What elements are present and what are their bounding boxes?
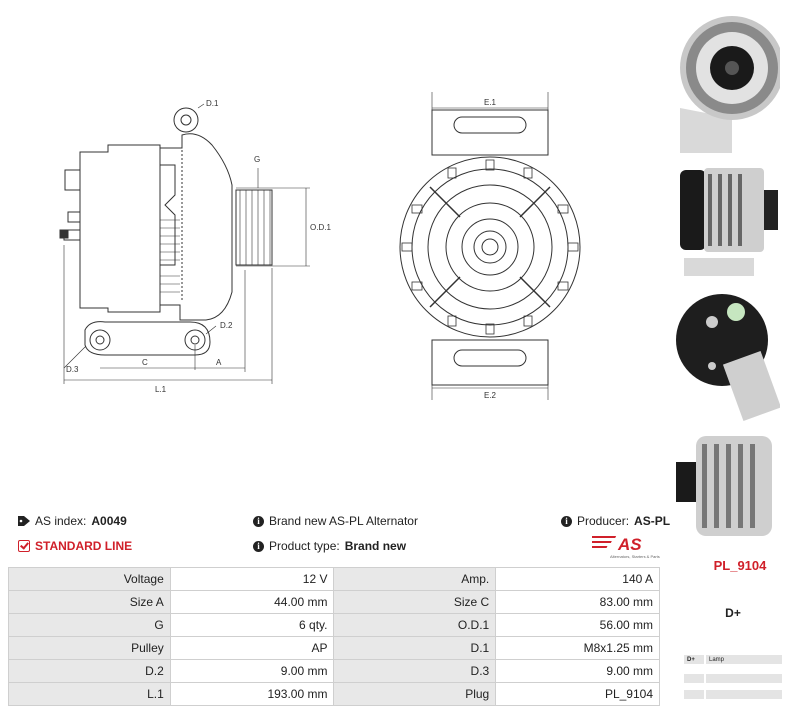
plug-code[interactable]: PL_9104 <box>713 558 767 573</box>
as-index <box>18 514 127 528</box>
info-icon: i <box>561 516 572 527</box>
standard-line-badge <box>18 539 132 553</box>
label-d3: D.3 <box>66 365 79 374</box>
spec-value: 9.00 mm <box>496 660 660 683</box>
spec-value: 56.00 mm <box>496 614 660 637</box>
info-icon: i <box>253 541 264 552</box>
description-text: Brand new AS-PL Alternator <box>269 514 418 528</box>
spec-value: AP <box>170 637 334 660</box>
pin-id: D+ <box>684 655 704 664</box>
product-description <box>253 514 418 528</box>
spec-value: M8x1.25 mm <box>496 637 660 660</box>
spec-value: 140 A <box>496 568 660 591</box>
spec-value: PL_9104 <box>496 683 660 706</box>
logo-tagline: Alternators, Starters & Parts <box>610 554 660 559</box>
producer-value: AS-PL <box>634 514 671 528</box>
producer <box>561 514 670 528</box>
logo-text: AS <box>618 535 642 554</box>
spec-row <box>9 637 660 660</box>
pin-row-empty <box>684 690 782 699</box>
spec-value: 193.00 mm <box>170 683 334 706</box>
product-photo-front[interactable] <box>672 8 780 158</box>
spec-label: Size A <box>9 591 171 614</box>
product-photo-side[interactable] <box>672 160 780 278</box>
label-c: C <box>142 358 148 367</box>
as-index-label: AS index: <box>35 514 87 528</box>
pin-row-empty <box>684 674 782 683</box>
spec-label: D.3 <box>334 660 496 683</box>
product-photo-angle[interactable] <box>672 436 780 540</box>
spec-label: Plug <box>334 683 496 706</box>
label-d1: D.1 <box>206 99 219 108</box>
product-type-value: Brand new <box>344 539 407 553</box>
spec-row <box>9 660 660 683</box>
label-l1: L.1 <box>155 385 167 394</box>
spec-value: 83.00 mm <box>496 591 660 614</box>
spec-label: D.2 <box>9 660 171 683</box>
tag-icon <box>18 515 30 527</box>
pin-row <box>684 655 782 664</box>
terminal-label: D+ <box>725 606 741 620</box>
spec-label: Pulley <box>9 637 171 660</box>
spec-label: Amp. <box>334 568 496 591</box>
spec-value: 6 qty. <box>170 614 334 637</box>
label-g: G <box>254 155 261 164</box>
spec-value: 9.00 mm <box>170 660 334 683</box>
spec-label: O.D.1 <box>334 614 496 637</box>
spec-label: Size C <box>334 591 496 614</box>
as-pl-logo <box>592 532 662 560</box>
spec-value: 12 V <box>170 568 334 591</box>
spec-value: 44.00 mm <box>170 591 334 614</box>
spec-row <box>9 591 660 614</box>
spec-label: G <box>9 614 171 637</box>
product-type-label: Product type: <box>269 539 340 553</box>
product-photo-rear[interactable] <box>672 286 780 426</box>
spec-row <box>9 568 660 591</box>
spec-table <box>8 567 660 706</box>
spec-row <box>9 614 660 637</box>
label-d2: D.2 <box>220 321 233 330</box>
product-type <box>253 539 406 553</box>
producer-label: Producer: <box>577 514 630 528</box>
standard-line-label: STANDARD LINE <box>35 539 133 553</box>
label-a: A <box>216 358 222 367</box>
info-icon: i <box>253 516 264 527</box>
label-e1: E.1 <box>484 98 497 107</box>
spec-label: Voltage <box>9 568 171 591</box>
spec-label: L.1 <box>9 683 171 706</box>
as-index-value: A0049 <box>91 514 127 528</box>
label-e2: E.2 <box>484 391 497 400</box>
check-icon <box>18 540 30 552</box>
label-od1: O.D.1 <box>310 223 331 232</box>
spec-row <box>9 683 660 706</box>
pin-name: Lamp <box>706 655 782 664</box>
spec-label: D.1 <box>334 637 496 660</box>
